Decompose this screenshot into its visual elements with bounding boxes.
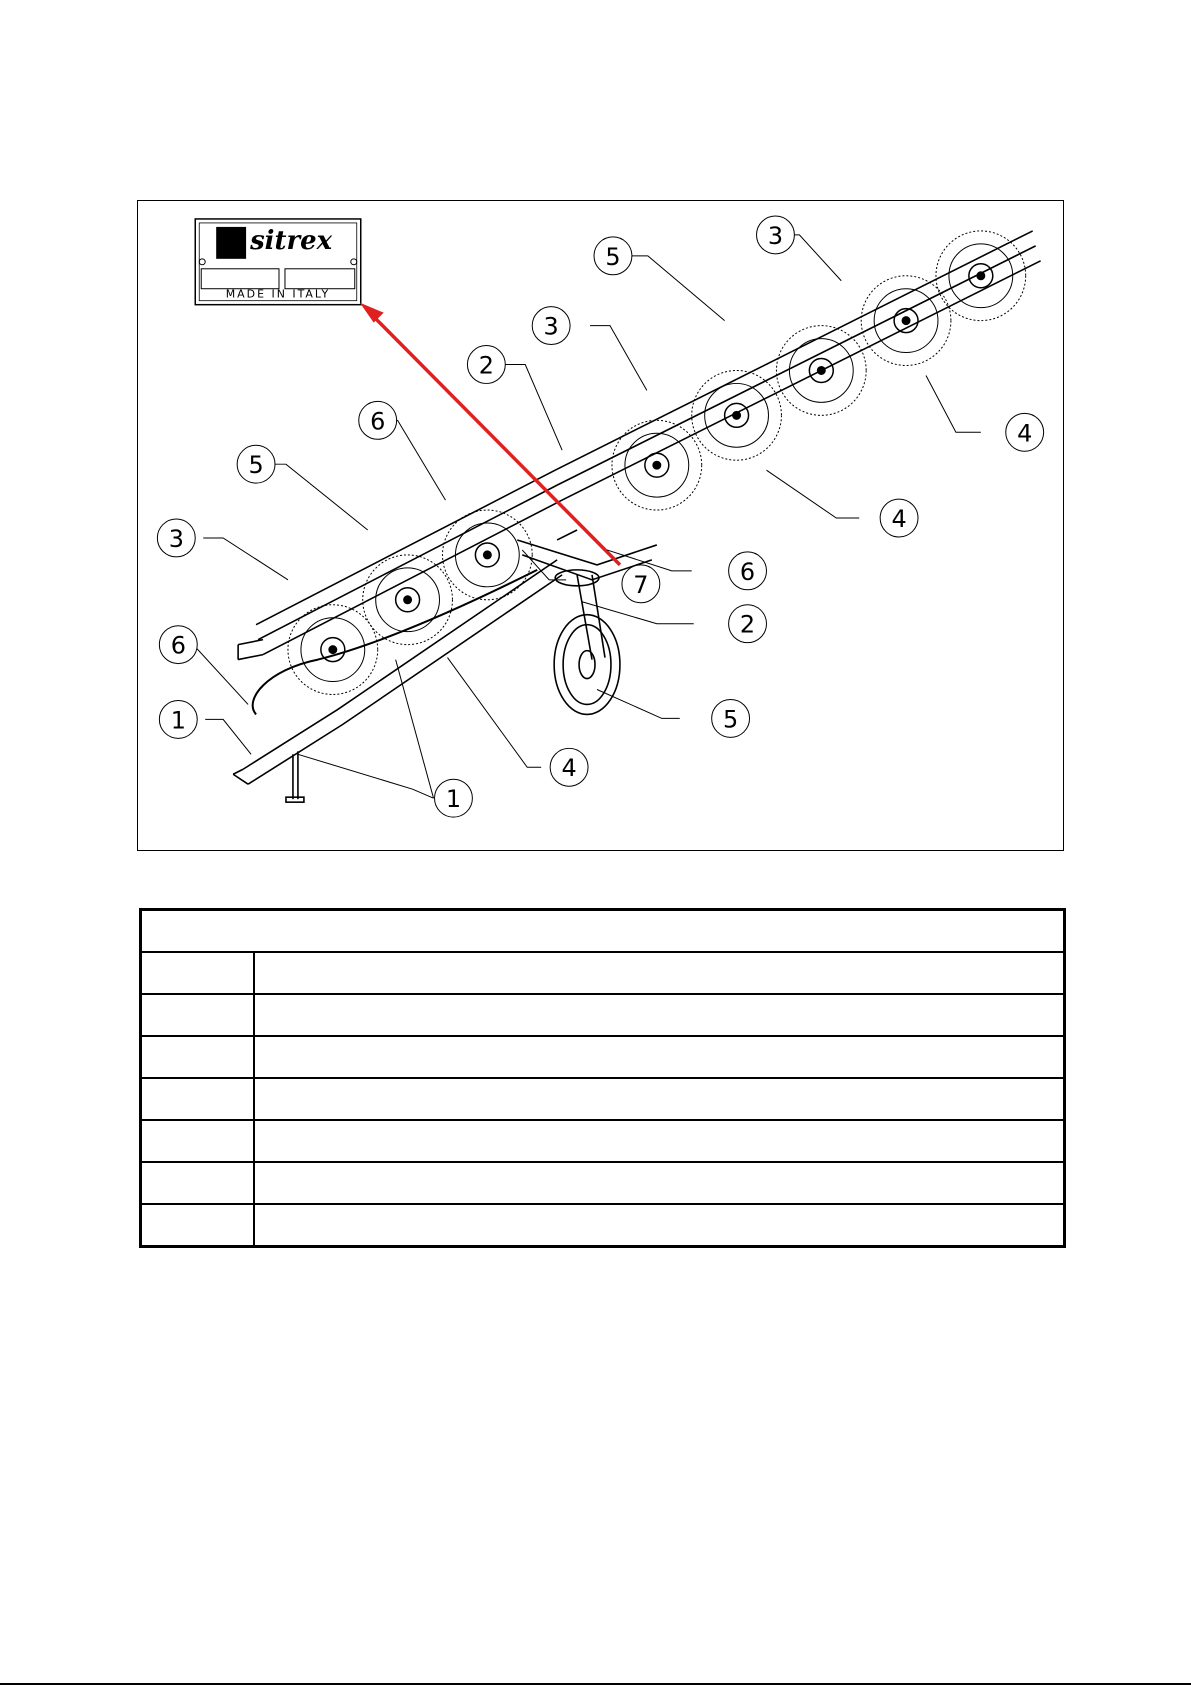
legend-num-cell	[141, 1162, 255, 1204]
legend-row	[141, 952, 1065, 994]
callout-6a	[359, 401, 397, 439]
legend-row	[141, 1204, 1065, 1247]
legend-desc-cell	[254, 994, 1065, 1036]
svg-text:5: 5	[605, 242, 621, 271]
svg-text:3: 3	[168, 524, 184, 553]
svg-text:5: 5	[722, 705, 739, 734]
svg-text:3: 3	[767, 221, 784, 250]
legend-desc-cell	[254, 1162, 1065, 1204]
legend-num-cell	[141, 1204, 255, 1247]
svg-text:4: 4	[561, 754, 577, 783]
svg-text:2: 2	[739, 610, 756, 639]
callout-6b	[729, 552, 767, 590]
svg-text:4: 4	[891, 504, 907, 533]
legend-header-cell	[141, 910, 1065, 953]
svg-text:2: 2	[478, 351, 494, 380]
svg-text:4: 4	[1017, 419, 1033, 448]
plate-brand: sitrex	[250, 225, 333, 256]
plate-made-in: MADE IN ITALY	[225, 287, 331, 301]
transport-wheel	[554, 570, 620, 715]
legend-desc-cell	[254, 1078, 1065, 1120]
legend-num-cell	[141, 952, 255, 994]
parts-legend-table	[139, 908, 1066, 1248]
callout-4a	[550, 748, 588, 786]
callout-1b	[435, 779, 473, 817]
callout-5b	[594, 237, 632, 275]
callout-3a	[157, 519, 195, 557]
legend-num-cell	[141, 994, 255, 1036]
id-plate	[195, 219, 360, 305]
svg-text:6: 6	[170, 631, 186, 660]
legend-row	[141, 994, 1065, 1036]
callout-3b	[532, 307, 570, 345]
rake-wheels	[288, 231, 1026, 695]
callout-6c	[159, 626, 197, 664]
callout-3c	[757, 216, 795, 254]
callouts	[157, 216, 1043, 817]
callout-4c	[1006, 413, 1044, 451]
legend-desc-cell	[254, 952, 1065, 994]
callout-7	[622, 565, 660, 603]
plate-location-arrow	[360, 303, 620, 565]
frame-beams	[233, 231, 1041, 802]
svg-text:5: 5	[248, 451, 264, 480]
svg-text:3: 3	[543, 312, 559, 341]
legend-num-cell	[141, 1078, 255, 1120]
callout-5c	[712, 699, 750, 737]
legend-row	[141, 1078, 1065, 1120]
legend-row	[141, 1036, 1065, 1078]
svg-text:1: 1	[170, 706, 186, 735]
svg-text:6: 6	[370, 407, 386, 436]
legend-row	[141, 1120, 1065, 1162]
hydraulic-hose	[253, 570, 538, 715]
svg-text:6: 6	[739, 557, 756, 586]
legend-row	[141, 1162, 1065, 1204]
legend-desc-cell	[254, 1204, 1065, 1247]
svg-text:7: 7	[633, 570, 649, 599]
legend-desc-cell	[254, 1036, 1065, 1078]
callout-2a	[467, 346, 505, 384]
callout-1a	[159, 700, 197, 738]
svg-text:1: 1	[445, 785, 462, 814]
legend-num-cell	[141, 1120, 255, 1162]
legend-num-cell	[141, 1036, 255, 1078]
callout-5a	[237, 445, 275, 483]
machine-diagram-figure	[137, 200, 1064, 851]
callout-4b	[880, 499, 918, 537]
machine-drawing	[138, 201, 1063, 850]
legend-desc-cell	[254, 1120, 1065, 1162]
legend-header-row	[141, 910, 1065, 953]
callout-2b	[729, 605, 767, 643]
